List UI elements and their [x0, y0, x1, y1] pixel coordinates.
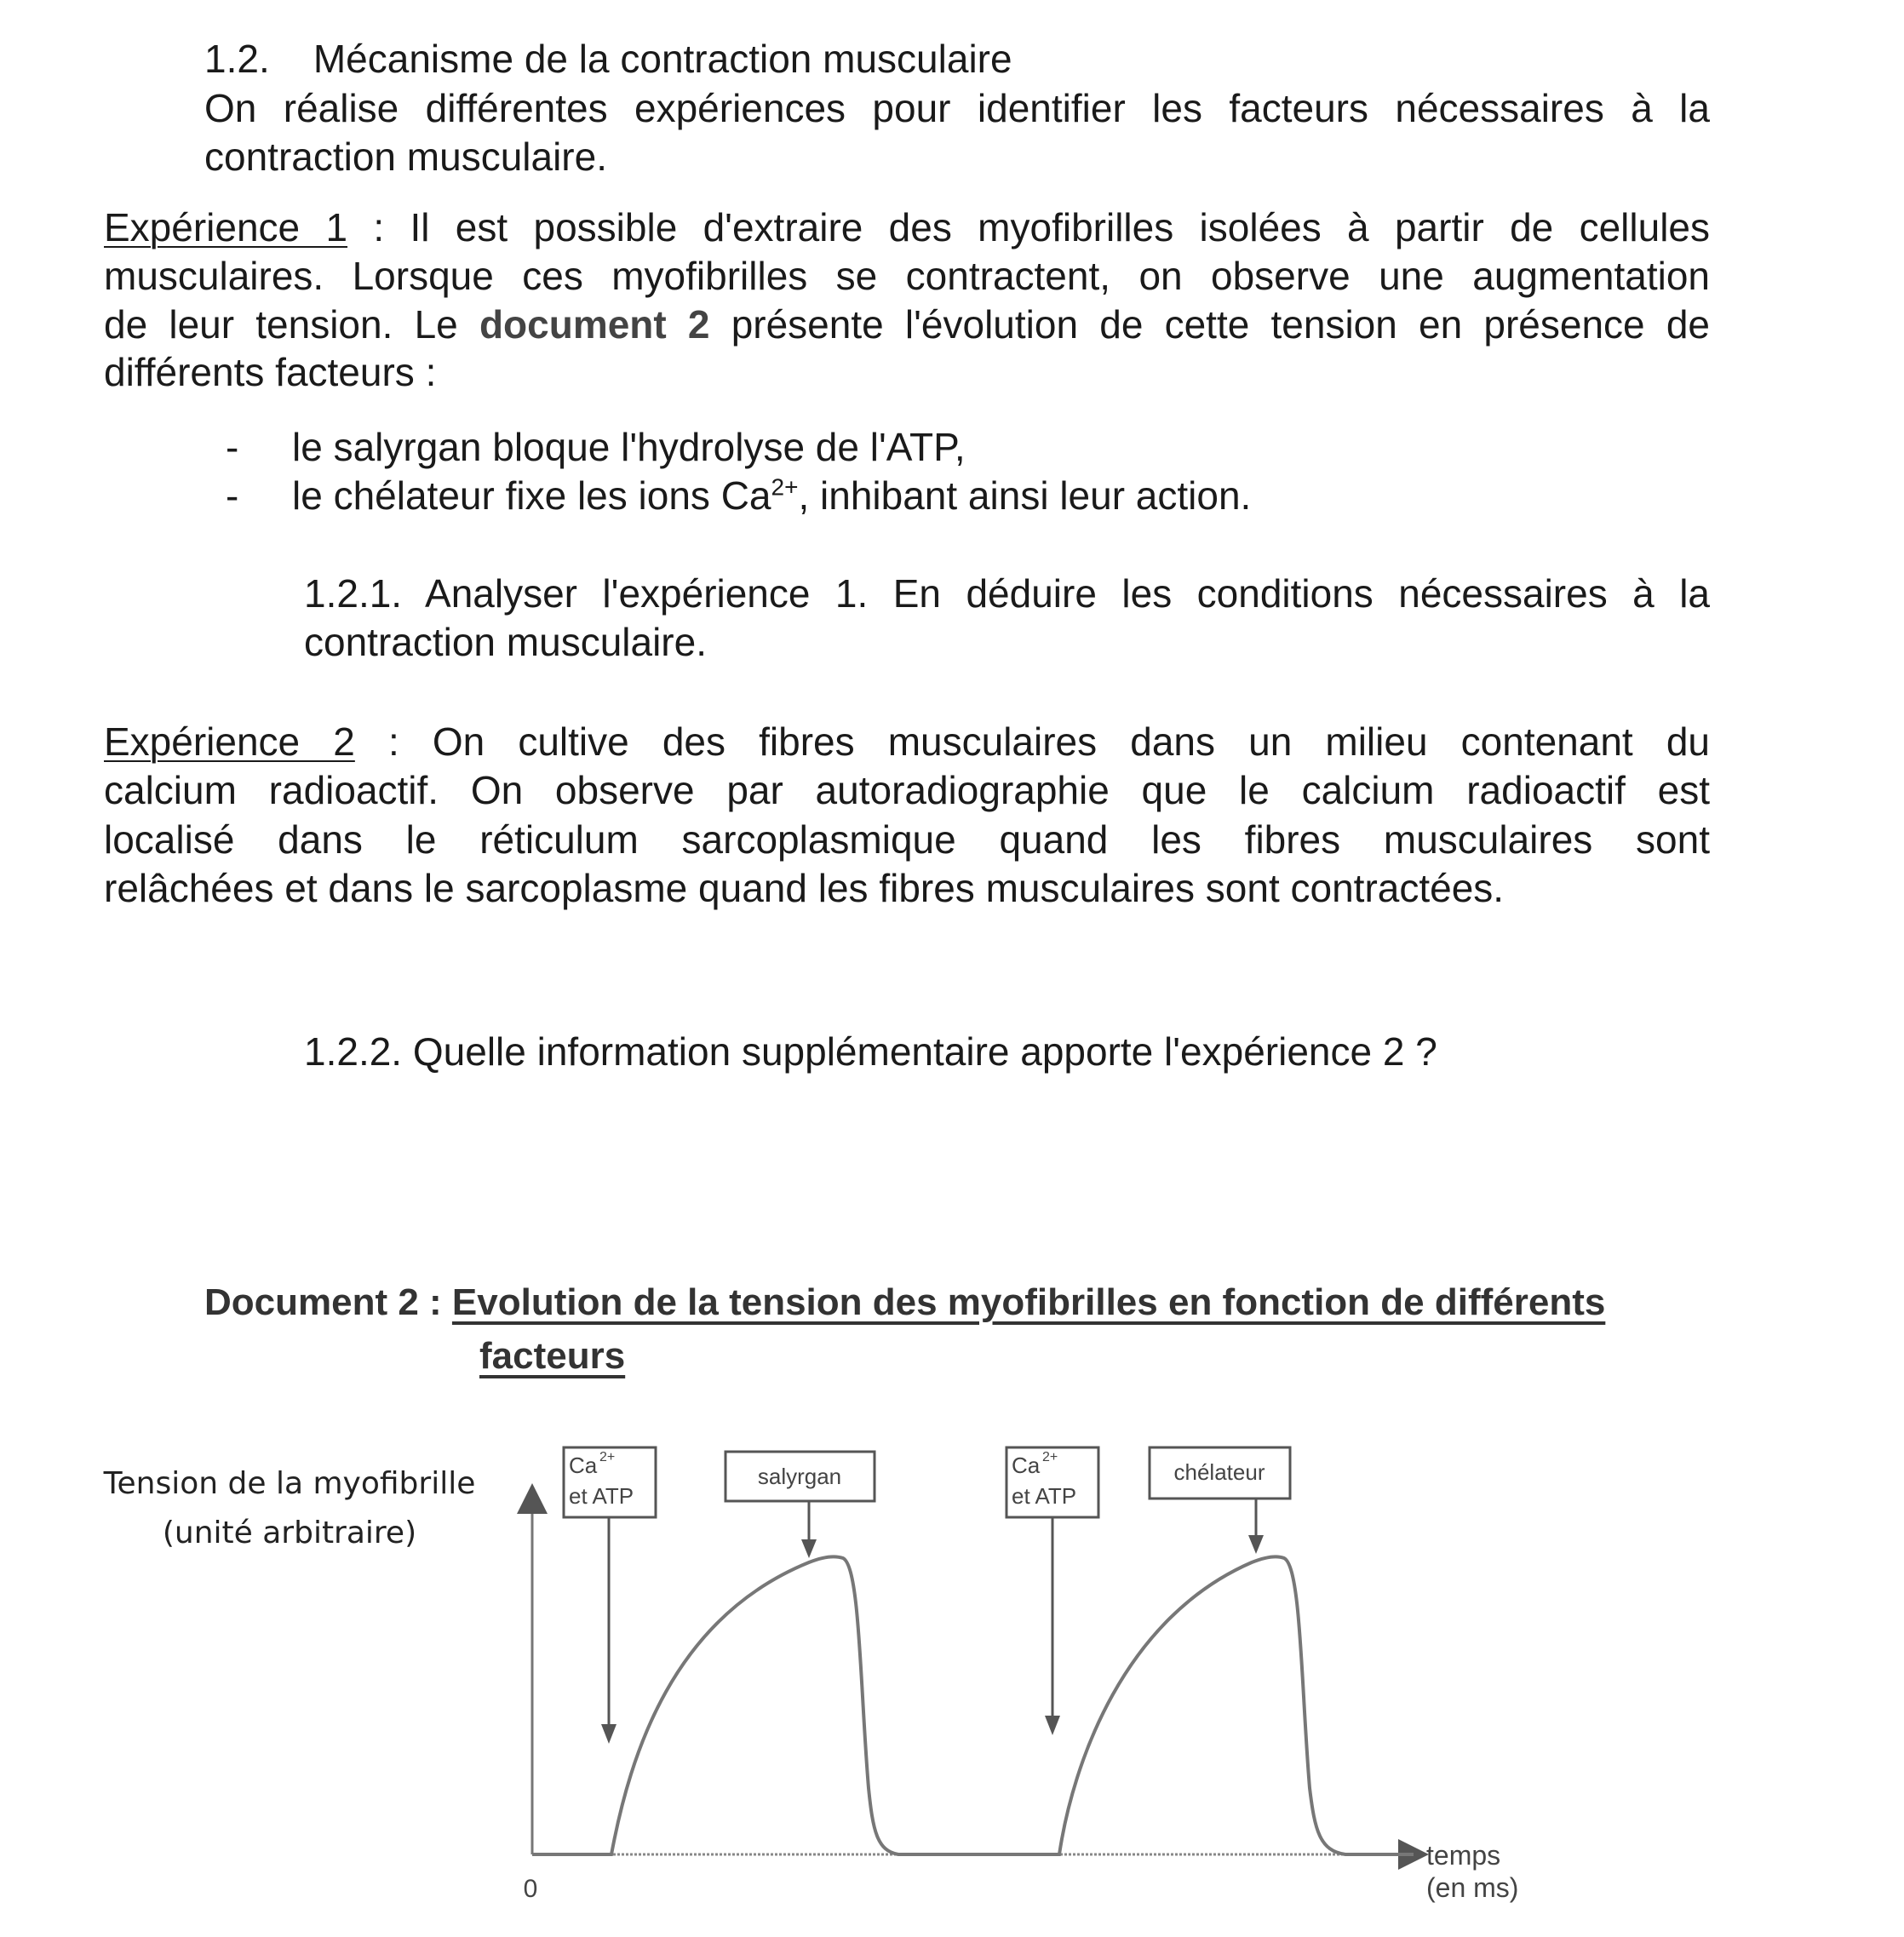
- question-1-2-2: 1.2.2. Quelle information supplémentaire apporte l'expérience 2 ?: [304, 1029, 1437, 1074]
- svg-text:2+: 2+: [599, 1450, 616, 1464]
- intro-line-1: On réalise différentes expériences pour identifier les facteurs nécessaires à la: [204, 86, 1710, 130]
- x-label-line-2: (en ms): [1426, 1872, 1519, 1903]
- annotation-salyrgan: [725, 1452, 875, 1558]
- exp1-line-2: musculaires. Lorsque ces myofibrilles se contractent, on observe une augmentation: [104, 254, 1710, 298]
- annotation-chelateur: [1150, 1447, 1290, 1554]
- exp1-line-4: différents facteurs :: [104, 350, 437, 394]
- bullet-dash-1: -: [226, 425, 239, 469]
- exp1-line-1: [104, 203, 1710, 252]
- svg-text:Ca: Ca: [569, 1453, 598, 1478]
- question-1-2-1-line-2: contraction musculaire.: [304, 620, 707, 664]
- arrow-down-icon: [801, 1539, 817, 1558]
- bullet-dash-2: -: [226, 473, 239, 518]
- arrow-down-icon: [1248, 1535, 1264, 1554]
- tension-chart: [494, 1430, 1558, 1924]
- arrow-down-icon: [601, 1724, 617, 1744]
- svg-text:et ATP: et ATP: [1012, 1483, 1077, 1509]
- svg-text:et ATP: et ATP: [569, 1483, 634, 1509]
- document-2-title-line-1: Document 2 : Evolution de la tension des myofibrilles en fonction de différents: [204, 1281, 1606, 1323]
- exp2-line-3: localisé dans le réticulum sarcoplasmique quand les fibres musculaires sont: [104, 817, 1710, 862]
- tension-curve-2: [1047, 1556, 1414, 1854]
- exp2-line-1: Expérience 2 : On cultive des fibres musculaires dans un milieu contenant du: [104, 719, 1710, 764]
- document-2-title: Evolution de la tension des myofibrilles en fonction de différents: [451, 1281, 1606, 1323]
- intro-line-2: contraction musculaire.: [204, 135, 607, 179]
- annotation-ca-atp-2: [1006, 1447, 1098, 1735]
- document-2-ref: document 2: [479, 302, 710, 347]
- exp2-line-2: calcium radioactif. On observe par autoradiographie que le calcium radioactif est: [104, 768, 1710, 812]
- arrow-down-icon: [1045, 1716, 1060, 1735]
- svg-text:2+: 2+: [1042, 1450, 1058, 1464]
- document-2-title-line-2: facteurs: [479, 1335, 626, 1377]
- bullet-1: le salyrgan bloque l'hydrolyse de l'ATP,: [292, 425, 966, 469]
- exp2-line-4: relâchées et dans le sarcoplasme quand les fibres musculaires sont contractées.: [104, 866, 1505, 910]
- section-heading: [204, 34, 1012, 83]
- bullet-2: le chélateur fixe les ions $Ca^{2+}$, inhibant ainsi leur action.: [292, 473, 1252, 518]
- section-title: Mécanisme de la contraction musculaire: [313, 37, 1012, 81]
- chart-ylabel: Tension de la myofibrille (unité arbitraire): [103, 1466, 476, 1550]
- exp1-label: Expérience 1: [104, 205, 348, 249]
- x-label-line-1: temps: [1426, 1840, 1501, 1871]
- svg-text:Ca: Ca: [1012, 1453, 1041, 1478]
- exp2-label: Expérience 2: [104, 719, 355, 764]
- exp1-text-1: : Il est possible d'extraire des myofibrilles isolées à partir de cellules: [347, 205, 1710, 249]
- question-1-2-1-line-1: 1.2.1. Analyser l'expérience 1. En déduire les conditions nécessaires à la: [304, 571, 1710, 616]
- exp1-line-3: de leur tension. Le document 2 présente l'évolution de cette tension en présence de: [104, 302, 1710, 347]
- svg-text:salyrgan: salyrgan: [757, 1464, 842, 1489]
- svg-text:chélateur: chélateur: [1173, 1459, 1265, 1485]
- origin-label: 0: [523, 1875, 538, 1903]
- section-number: 1.2.: [204, 37, 270, 81]
- annotation-ca-atp-1: [564, 1447, 656, 1744]
